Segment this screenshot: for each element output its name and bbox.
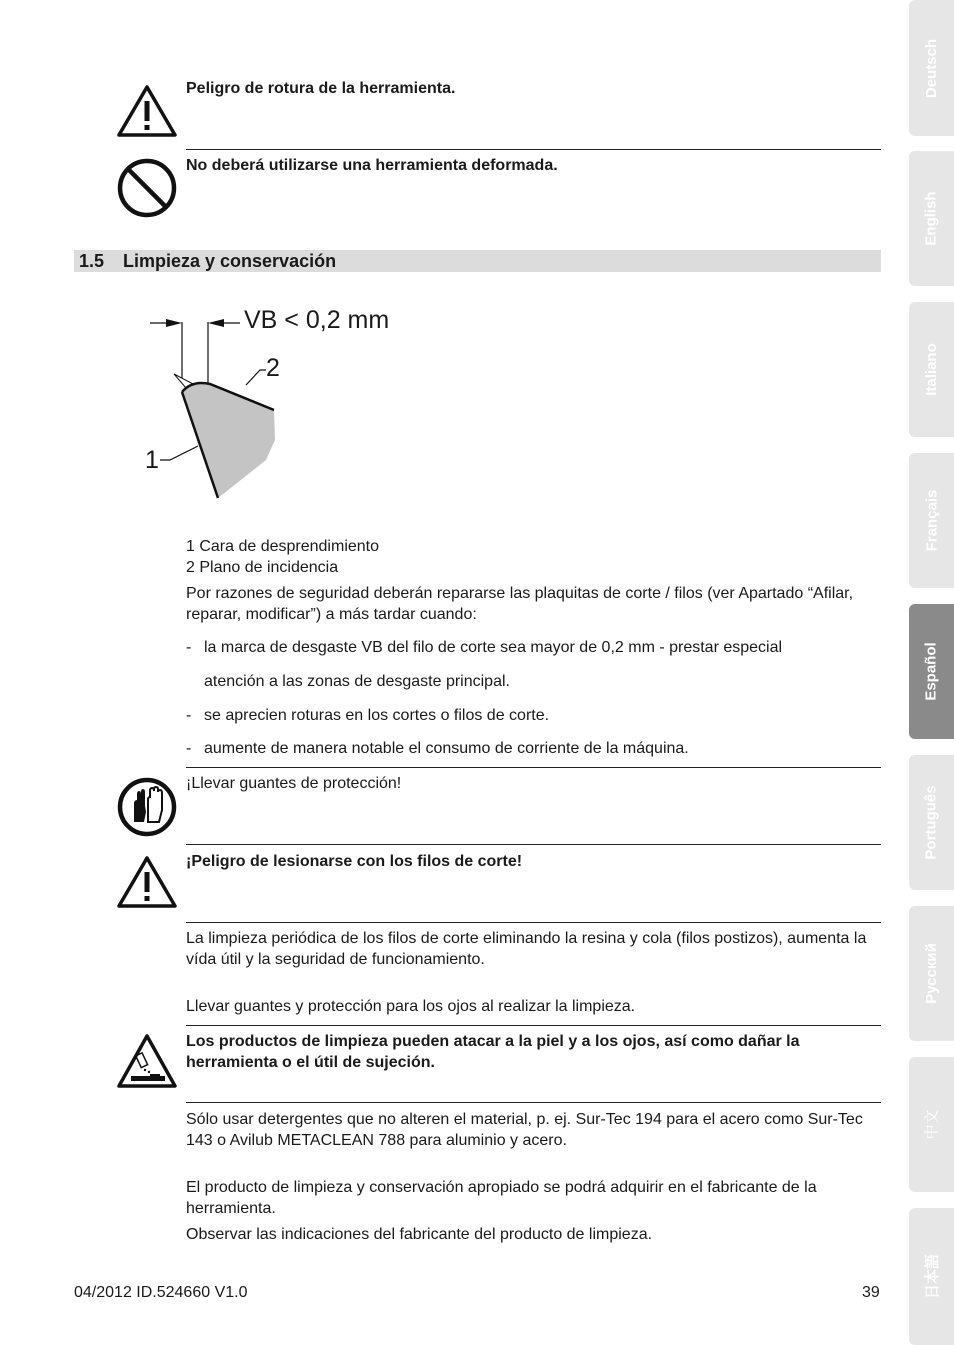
tab-espanol[interactable] bbox=[909, 604, 954, 739]
vb-label: VB < 0,2 mm bbox=[244, 306, 390, 334]
tab-francais[interactable] bbox=[909, 453, 954, 588]
tab-label: 中文 bbox=[923, 1109, 941, 1140]
footer-doc-id: 04/2012 ID.524660 V1.0 bbox=[74, 1284, 248, 1301]
figure-label-2: 2 bbox=[266, 354, 280, 382]
divider bbox=[186, 922, 881, 923]
legend-item: 1 Cara de desprendimiento bbox=[186, 538, 380, 555]
section-heading bbox=[74, 250, 881, 272]
warning-breakage-text: Peligro de rotura de la herramienta. bbox=[186, 80, 456, 97]
divider bbox=[186, 149, 881, 150]
tab-label: Español bbox=[923, 642, 941, 701]
tab-label: Français bbox=[923, 489, 941, 552]
tab-chinese[interactable] bbox=[909, 1057, 954, 1192]
tab-label: Deutsch bbox=[923, 38, 940, 98]
divider bbox=[186, 767, 881, 768]
gloves-text: ¡Llevar guantes de protección! bbox=[186, 775, 402, 792]
purchase-paragraph: El producto de limpieza y conservación apropiado se podrá adquirir en el fabricante de la herramienta. bbox=[186, 1179, 817, 1217]
intro-paragraph: Por razones de seguridad deberán repararse las plaquitas de corte / filos (ver Apartado “Afilar, reparar, modificar”) a más tardar cuando: bbox=[186, 585, 854, 623]
tab-label: English bbox=[923, 191, 941, 246]
bullet-item: aumente de manera notable el consumo de corriente de la máquina. bbox=[204, 740, 689, 757]
legend-item: 2 Plano de incidencia bbox=[186, 559, 339, 576]
divider bbox=[186, 844, 881, 845]
warning-cleaning-products-text: Los productos de limpieza pueden atacar a la piel y a los ojos, así como dañar la herramienta o el útil de sujeción. bbox=[186, 1033, 800, 1071]
tab-deutsch[interactable] bbox=[909, 0, 954, 136]
figure-label-1: 1 bbox=[145, 446, 159, 474]
detergents-paragraph: Sólo usar detergentes que no alteren el material, p. ej. Sur-Tec 194 para el acero como Sur-Tec 143 o Avilub METACLEAN 788 para aluminio y acero. bbox=[186, 1111, 863, 1149]
gloves-icon bbox=[116, 776, 178, 838]
tab-russian[interactable] bbox=[909, 906, 954, 1041]
cleaning-paragraph: La limpieza periódica de los filos de corte eliminando la resina y cola (filos postizos), aumenta la vída útil y la seguridad de funcionamiento. bbox=[186, 930, 867, 968]
section-title: Limpieza y conservación bbox=[123, 251, 337, 271]
divider bbox=[186, 1102, 881, 1103]
corrosive-warning-icon bbox=[116, 1030, 178, 1092]
bullet-dash: - bbox=[186, 740, 192, 757]
bullet-dash: - bbox=[186, 639, 192, 656]
tab-label: Русский bbox=[923, 943, 941, 1004]
warning-deformed-text: No deberá utilizarse una herramienta deformada. bbox=[186, 157, 558, 174]
protection-paragraph: Llevar guantes y protección para los ojos al realizar la limpieza. bbox=[186, 998, 636, 1015]
page-number: 39 bbox=[862, 1284, 880, 1301]
tab-japanese[interactable] bbox=[909, 1208, 954, 1345]
prohibition-icon bbox=[116, 157, 178, 219]
tab-label: 日本語 bbox=[924, 1253, 942, 1300]
bullet-item: se aprecien roturas en los cortes o filos de corte. bbox=[204, 707, 550, 724]
observe-paragraph: Observar las indicaciones del fabricante del producto de limpieza. bbox=[186, 1226, 653, 1243]
bullet-item: la marca de desgaste VB del filo de corte sea mayor de 0,2 mm - prestar especial bbox=[204, 639, 783, 656]
bullet-dash: - bbox=[186, 707, 192, 724]
tab-english[interactable] bbox=[909, 151, 954, 286]
tab-portugues[interactable] bbox=[909, 755, 954, 890]
warning-triangle-icon bbox=[116, 851, 178, 913]
divider bbox=[186, 1025, 881, 1026]
bullet-continuation: atención a las zonas de desgaste principal. bbox=[204, 673, 510, 690]
tab-label: Italiano bbox=[923, 343, 941, 396]
tab-label: Português bbox=[923, 785, 940, 860]
warning-cutting-text: ¡Peligro de lesionarse con los filos de corte! bbox=[186, 853, 523, 870]
warning-triangle-icon bbox=[116, 80, 178, 142]
tab-italiano[interactable] bbox=[909, 302, 954, 437]
section-number: 1.5 bbox=[79, 251, 105, 271]
